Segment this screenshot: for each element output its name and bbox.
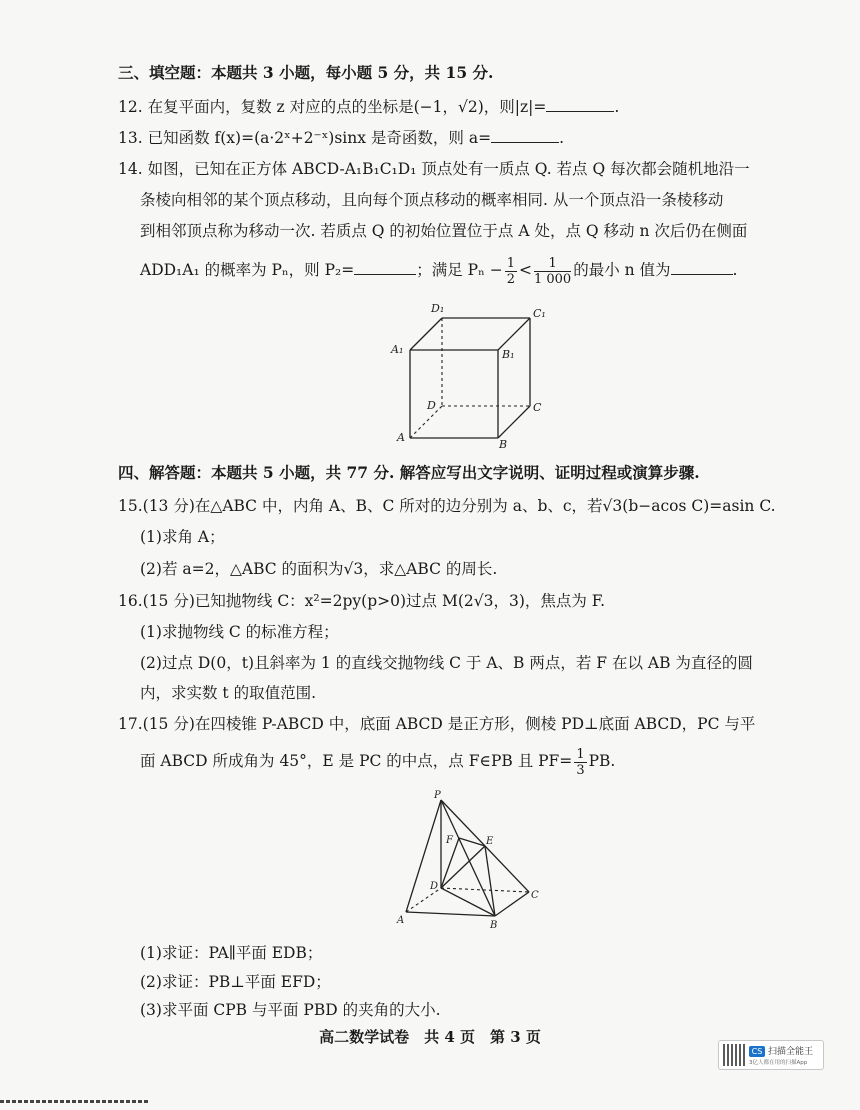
q17-text-a: 面 ABCD 所成角为 45°，E 是 PC 的中点，点 F∈PB 且 PF= [140,752,573,770]
q14-line3: 到相邻顶点称为移动一次. 若质点 Q 的初始位置位于点 A 处，点 Q 移动 n 次后仍在侧面 [140,222,748,240]
q14-text-a: ADD₁A₁ 的概率为 Pₙ，则 P₂= [140,261,355,279]
q12-answer-blank[interactable] [546,97,614,112]
q17-text-b: PB. [588,752,616,770]
q16-part2b: 内，求实数 t 的取值范围. [140,684,317,702]
q14-fraction-thousandth [534,256,571,287]
frac-num: 1 [506,255,515,271]
q14-answer-blank-1[interactable] [354,260,416,275]
question-13 [118,127,564,149]
q15-part2: (2)若 a=2，△ABC 的面积为√3，求△ABC 的周长. [140,560,498,578]
pyramid-label-D: D [430,881,439,892]
q12-period: . [614,98,620,116]
q12-text: 12. 在复平面内，复数 z 对应的点的坐标是(−1，√2)，则|z|= [118,98,547,116]
cube-label-D1: D₁ [431,302,445,315]
q14-fraction-half [505,256,517,287]
q17-part3: (3)求平面 CPB 与平面 PBD 的夹角的大小. [140,1001,441,1019]
q13-text: 13. 已知函数 f(x)=(a·2ˣ+2⁻ˣ)sinx 是奇函数，则 a= [118,129,492,147]
cube-label-B1: B₁ [502,348,515,361]
section4-title: 四、解答题：本题共 5 小题，共 77 分. 解答应写出文字说明、证明过程或演算步骤. [118,463,700,482]
q16-part1: (1)求抛物线 C 的标准方程； [140,623,339,641]
q14-line2: 条棱向相邻的某个顶点移动，且向每个顶点移动的概率相同. 从一个顶点沿一条棱移动 [140,191,724,209]
scanner-app-slogan: 3亿人都在用的扫描App [749,1060,808,1066]
q14-line1: 14. 如图，已知在正方体 ABCD-A₁B₁C₁D₁ 顶点处有一质点 Q. 若点 Q 每次都会随机地沿一 [118,160,750,178]
cube-label-A: A [397,431,405,444]
cs-logo-icon: CS [749,1046,765,1057]
pyramid-label-F: F [446,835,453,846]
q15-line1: 15.(13 分)在△ABC 中，内角 A、B、C 所对的边分别为 a、b、c，若√3(b−acos C)=asin C. [118,497,776,515]
q17-line2 [140,745,615,778]
cube-label-C1: C₁ [533,307,546,320]
cube-label-A1: A₁ [391,343,404,356]
q14-text-d: 的最小 n 值为 [573,261,671,279]
frac-den: 1 000 [533,271,572,287]
question-12 [118,96,619,118]
pyramid-label-B: B [490,920,498,931]
cube-label-D: D [427,399,436,412]
scanner-watermark-badge [718,1040,824,1070]
pyramid-label-E: E [486,836,494,847]
frac-den: 2 [506,271,515,287]
q13-period: . [559,129,565,147]
q14-text-c: < [518,261,532,279]
q16-line1: 16.(15 分)已知抛物线 C：x²=2py(p>0)过点 M(2√3，3)，焦点为 F. [118,592,606,610]
pyramid-diagram [388,788,553,933]
section3-title: 三、填空题：本题共 3 小题，每小题 5 分，共 15 分. [118,63,494,82]
pyramid-label-C: C [531,890,539,901]
q13-answer-blank[interactable] [491,128,559,143]
q17-fraction-third [574,747,586,778]
q14-text-b: ；满足 Pₙ − [416,261,503,279]
pyramid-label-P: P [434,790,441,801]
cube-label-B: B [499,438,508,450]
scan-edge-artifact [0,1100,150,1103]
frac-num: 1 [576,746,585,762]
frac-den: 3 [576,762,585,778]
q16-part2a: (2)过点 D(0，t)且斜率为 1 的直线交抛物线 C 于 A、B 两点，若 F 在以 AB 为直径的圆 [140,654,753,672]
q17-line1: 17.(15 分)在四棱锥 P-ABCD 中，底面 ABCD 是正方形，侧棱 PD⊥底面 ABCD，PC 与平 [118,715,756,733]
q17-part1: (1)求证：PA∥平面 EDB； [140,944,323,962]
page-footer: 高二数学试卷 共 4 页 第 3 页 [319,1028,541,1046]
q14-answer-blank-2[interactable] [671,260,733,275]
cube-label-C: C [533,401,542,414]
q15-part1: (1)求角 A； [140,528,225,546]
frac-num: 1 [534,256,571,272]
qr-code-icon [723,1044,745,1066]
q14-line4 [140,255,737,287]
q14-period: . [732,261,738,279]
pyramid-label-A: A [397,915,405,926]
cube-diagram [385,298,560,450]
scanner-app-name: 扫描全能王 [768,1047,814,1057]
q17-part2: (2)求证：PB⊥平面 EFD； [140,973,331,991]
